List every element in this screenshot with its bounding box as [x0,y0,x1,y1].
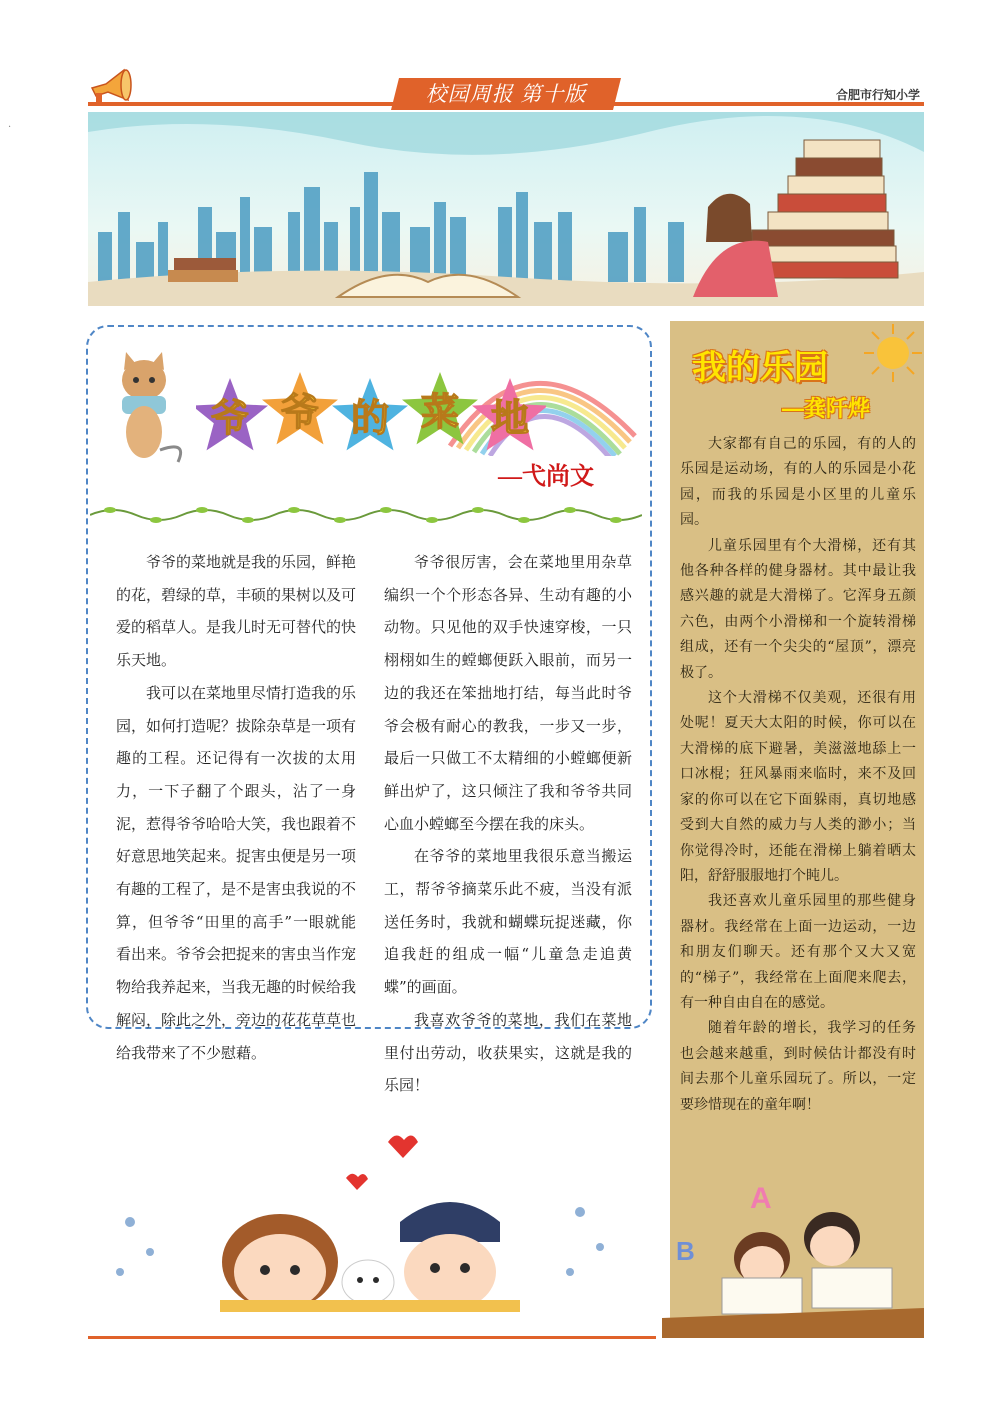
banner-illustration [88,112,924,306]
paragraph: 这个大滑梯不仅美观，还很有用处呢！夏天大太阳的时候，你可以在大滑梯的底下避暑，美滋滋地舔上一口冰棍；狂风暴雨来临时，来不及回家的你可以在它下面躲雨，真切地感受到大自然的威力与人类的渺小；当你觉得冷时，还能在滑梯上躺着晒太阳，舒舒服服地打个盹儿。 [680,690,916,884]
paragraph: 在爷爷的菜地里我很乐意当搬运工，帮爷爷摘菜乐此不疲，当没有派送任务时，我就和蝴蝶玩捉迷藏，你追我赶的组成一幅“儿童急走追黄蝶”的画面。 [384,847,632,997]
paragraph: 爷爷很厉害，会在菜地里用杂草编织一个个形态各异、生动有趣的小动物。只见他的双手快速穿梭，一只栩栩如生的螳螂便跃入眼前，而另一边的我还在笨拙地打结，每当此时爷爷会极有耐心的教我，一步又一步，最后一只做工不太精细的小螳螂便新鲜出炉了，这只倾注了我和爷爷共同心血小螳螂至今摆在我的床头。 [384,553,632,833]
vine-divider [90,500,642,530]
paragraph: 随着年龄的增长，我学习的任务也会越来越重，到时候估计都没有时间去那个儿童乐园玩了。所以，一定要珍惜现在的童年啊！ [680,1020,916,1113]
right-article-author: —龚阡烨 [782,396,871,421]
children-illustration [100,1122,630,1312]
left-article-title [196,366,546,470]
letter-a: A [750,1182,772,1215]
title-char: 的 [350,396,390,440]
right-article-title: 我的乐园 [692,349,828,387]
footer-rule [88,1336,656,1339]
paragraph: 我还喜欢儿童乐园里的那些健身器材。我经常在上面一边运动，一边和朋友们聊天。还有那个又大又宽的“梯子”，我经常在上面爬来爬去，有一种自由自在的感觉。 [680,893,916,1011]
cat-illustration [108,340,190,468]
title-char: 爷 [280,390,320,434]
stray-dot: · [8,122,12,133]
right-article-body [680,432,916,1118]
drawing-kids-illustration [662,1168,924,1338]
title-char: 爷 [210,396,250,440]
left-article-author: —弋尚文 [498,464,594,490]
letter-b: B [676,1236,695,1266]
paragraph: 儿童乐园里有个大滑梯，还有其他各种各样的健身器材。其中最让我感兴趣的就是大滑梯了。它浑身五颜六色，由两个小滑梯和一个旋转滑梯组成，还有一个尖尖的“屋顶”，漂亮极了。 [680,537,916,681]
title-stars [196,366,546,470]
paragraph: 大家都有自己的乐园，有的人的乐园是运动场，有的人的乐园是小花园，而我的乐园是小区里的儿童乐园。 [680,436,916,529]
paragraph: 我喜欢爷爷的菜地，我们在菜地里付出劳动，收获果实，这就是我的乐园！ [384,1010,632,1095]
left-article-column-2 [384,546,632,1102]
title-char: 地 [490,396,530,440]
title-char: 菜 [420,390,460,434]
paragraph: 我可以在菜地里尽情打造我的乐园，如何打造呢？拔除杂草是一项有趣的工程。还记得有一次拔的太用力，一下子翻了个跟头，沾了一身泥，惹得爷爷哈哈大笑，我也跟着不好意思地笑起来。捉害虫便是另一项有趣的工程了，是不是害虫我说的不算，但爷爷“田里的高手”一眼就能看出来。爷爷会把捉来的害虫当作宠物给我养起来，当我无趣的时候给我解闷，除此之外，旁边的花花草草也给我带来了不少慰藉。 [116,683,357,1062]
school-name: 合肥市行知小学 [835,88,920,102]
sun-icon [862,322,924,384]
paragraph: 爷爷的菜地就是我的乐园，鲜艳的花，碧绿的草，丰硕的果树以及可爱的稻草人。是我儿时无可替代的快乐天地。 [116,553,357,670]
left-article-column-1 [116,546,356,1069]
header-title: 校园周报 第十版 [425,83,587,106]
megaphone-icon [88,66,136,106]
